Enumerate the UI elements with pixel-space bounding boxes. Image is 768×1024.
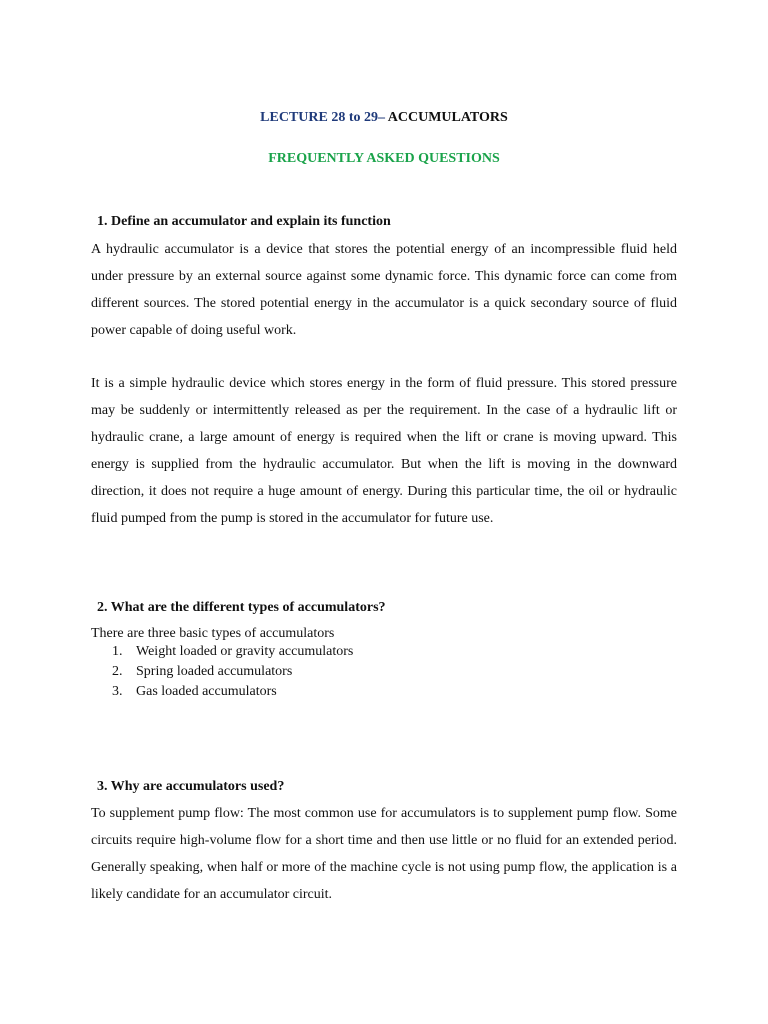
question-2-heading: 2. What are the different types of accumulators? [97,600,386,615]
lecture-number: LECTURE 28 to 29– [260,110,386,125]
question-1-paragraph-2: It is a simple hydraulic device which stores energy in the form of fluid pressure. This stored pressure may be suddenly or intermittently released as per the requirement. In the case of a hydraulic lift or hydraulic crane, a large amount of energy is required when the lift or crane is moving upward. This energy is supplied from the hydraulic accumulator. But when the lift is moving in the downward direction, it does not require a huge amount of energy. During this particular time, the oil or hydraulic fluid pumped from the pump is stored in the accumulator for future use. [91,376,677,526]
lecture-title [0,109,768,127]
list-item [112,662,353,682]
list-item-number: 1. [112,644,123,659]
question-3-paragraph-1: To supplement pump flow: The most common use for accumulators is to supplement pump flow. Some circuits require high-volume flow for a short time and then use little or no fluid for an extended period. Generally speaking, when half or more of the machine cycle is not using pump flow, the application is a likely candidate for an accumulator circuit. [91,806,677,902]
list-item-text: Spring loaded accumulators [136,664,293,679]
question-1-heading: 1. Define an accumulator and explain its function [97,214,391,229]
list-item [112,682,353,702]
accumulator-types-list [112,642,353,702]
list-item-number: 2. [112,664,123,679]
list-item-number: 3. [112,684,123,699]
faq-subtitle: FREQUENTLY ASKED QUESTIONS [268,151,500,166]
question-3-heading: 3. Why are accumulators used? [97,779,285,794]
question-2-intro: There are three basic types of accumulators [91,626,335,641]
list-item [112,642,353,662]
question-1-paragraph-1: A hydraulic accumulator is a device that stores the potential energy of an incompressible fluid held under pressure by an external source against some dynamic force. This dynamic force can come from different sources. The stored potential energy in the accumulator is a quick secondary source of fluid power capable of doing useful work. [91,242,677,338]
list-item-text: Gas loaded accumulators [136,684,277,699]
lecture-topic: ACCUMULATORS [385,110,508,125]
list-item-text: Weight loaded or gravity accumulators [136,644,354,659]
